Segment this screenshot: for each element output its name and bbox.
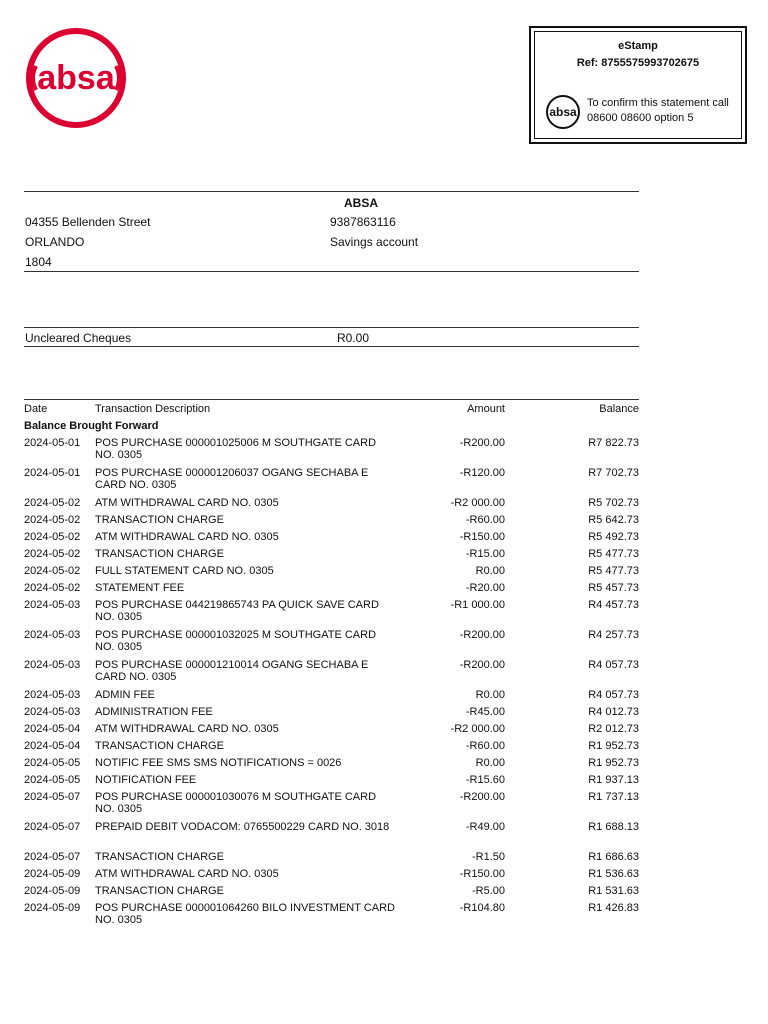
table-row <box>24 565 639 582</box>
row-date: 2024-05-02 <box>24 582 81 594</box>
row-description: ATM WITHDRAWAL CARD NO. 0305 <box>95 497 279 509</box>
row-description: ATM WITHDRAWAL CARD NO. 0305 <box>95 868 279 880</box>
row-date: 2024-05-02 <box>24 548 81 560</box>
row-description: POS PURCHASE 044219865743 PA QUICK SAVE CARD NO. 0305 <box>95 599 379 623</box>
transaction-rows <box>24 437 639 932</box>
row-date: 2024-05-02 <box>24 531 81 543</box>
table-row <box>24 868 639 885</box>
estamp-reference: Ref: 8755575993702675 <box>576 57 700 69</box>
row-balance: R1 952.73 <box>588 757 639 769</box>
row-balance: R2 012.73 <box>588 723 639 735</box>
row-balance: R5 702.73 <box>588 497 639 509</box>
estamp-title: eStamp <box>618 40 658 52</box>
row-amount: -R2 000.00 <box>450 723 505 735</box>
row-amount: -R1.50 <box>471 851 505 863</box>
transactions-header <box>24 403 639 420</box>
row-date: 2024-05-01 <box>24 437 81 449</box>
row-description: ATM WITHDRAWAL CARD NO. 0305 <box>95 723 279 735</box>
row-description: POS PURCHASE 000001064260 BILO INVESTMENT CARD NO. 0305 <box>95 902 395 926</box>
account-number: 9387863116 <box>330 215 396 229</box>
row-amount: -R200.00 <box>459 629 505 641</box>
row-description: ATM WITHDRAWAL CARD NO. 0305 <box>95 531 279 543</box>
row-amount: -R60.00 <box>465 740 505 752</box>
row-date: 2024-05-07 <box>24 791 81 803</box>
table-row <box>24 723 639 740</box>
row-date: 2024-05-01 <box>24 467 81 479</box>
row-amount: -R5.00 <box>471 885 505 897</box>
row-date: 2024-05-04 <box>24 723 81 735</box>
uncleared-cheques-label: Uncleared Cheques <box>25 331 132 345</box>
header-balance: Balance <box>599 403 639 415</box>
row-balance: R1 426.83 <box>588 902 639 914</box>
row-balance: R1 536.63 <box>588 868 639 880</box>
row-date: 2024-05-07 <box>24 851 81 863</box>
row-description: ADMINISTRATION FEE <box>95 706 213 718</box>
row-amount: -R120.00 <box>459 467 505 479</box>
row-date: 2024-05-03 <box>24 689 81 701</box>
row-date: 2024-05-05 <box>24 757 81 769</box>
row-amount: R0.00 <box>475 757 505 769</box>
row-amount: -R150.00 <box>459 531 505 543</box>
row-description: TRANSACTION CHARGE <box>95 548 224 560</box>
row-description: FULL STATEMENT CARD NO. 0305 <box>95 565 274 577</box>
row-amount: -R15.60 <box>465 774 505 786</box>
table-row <box>24 531 639 548</box>
row-amount: -R20.00 <box>465 582 505 594</box>
row-date: 2024-05-03 <box>24 706 81 718</box>
table-row <box>24 689 639 706</box>
row-description: POS PURCHASE 000001206037 OGANG SECHABA E CARD NO. 0305 <box>95 467 369 491</box>
bank-name: ABSA <box>344 196 379 210</box>
row-balance: R5 457.73 <box>588 582 639 594</box>
header-description: Transaction Description <box>95 403 211 415</box>
table-row <box>24 548 639 565</box>
table-row <box>24 629 639 659</box>
divider-uncleared-bottom <box>24 346 639 347</box>
row-date: 2024-05-07 <box>24 821 81 833</box>
row-amount: -R104.80 <box>459 902 505 914</box>
table-row <box>24 821 639 851</box>
row-amount: -R60.00 <box>465 514 505 526</box>
row-description: NOTIFIC FEE SMS SMS NOTIFICATIONS = 0026 <box>95 757 342 769</box>
divider-table-top <box>24 399 639 400</box>
estamp-confirm-line2: 08600 08600 option 5 <box>587 112 694 124</box>
table-row <box>24 774 639 791</box>
divider-address-bottom <box>24 271 639 272</box>
row-amount: R0.00 <box>475 689 505 701</box>
table-row <box>24 514 639 531</box>
row-description: POS PURCHASE 000001210014 OGANG SECHABA E CARD NO. 0305 <box>95 659 369 683</box>
row-description: ADMIN FEE <box>95 689 155 701</box>
estamp-box <box>529 26 747 144</box>
row-date: 2024-05-05 <box>24 774 81 786</box>
row-amount: -R200.00 <box>459 437 505 449</box>
row-date: 2024-05-09 <box>24 902 81 914</box>
address-street: 04355 Bellenden Street <box>25 215 151 229</box>
table-row <box>24 467 639 497</box>
header-amount: Amount <box>467 403 505 415</box>
address-city: ORLANDO <box>25 235 85 249</box>
row-description: PREPAID DEBIT VODACOM: 0765500229 CARD NO. 3018 <box>95 821 390 833</box>
estamp-confirm-line1: To confirm this statement call <box>587 97 729 109</box>
row-balance: R4 257.73 <box>588 629 639 641</box>
table-row <box>24 706 639 723</box>
row-amount: -R49.00 <box>465 821 505 833</box>
absa-logo-text: absa <box>37 59 115 97</box>
row-date: 2024-05-02 <box>24 565 81 577</box>
row-date: 2024-05-04 <box>24 740 81 752</box>
transactions-table <box>24 403 639 932</box>
row-amount: -R200.00 <box>459 791 505 803</box>
row-amount: R0.00 <box>475 565 505 577</box>
row-balance: R1 737.13 <box>588 791 639 803</box>
balance-brought-forward: Balance Brought Forward <box>24 420 159 432</box>
divider-uncleared-top <box>24 327 639 328</box>
row-description: TRANSACTION CHARGE <box>95 514 224 526</box>
estamp-logo-text: absa <box>549 105 577 119</box>
estamp-absa-logo <box>541 93 585 131</box>
row-description: POS PURCHASE 000001025006 M SOUTHGATE CARD NO. 0305 <box>95 437 377 461</box>
uncleared-cheques-value: R0.00 <box>337 331 370 345</box>
row-balance: R7 702.73 <box>588 467 639 479</box>
row-date: 2024-05-02 <box>24 514 81 526</box>
row-date: 2024-05-02 <box>24 497 81 509</box>
row-balance: R5 642.73 <box>588 514 639 526</box>
row-description: POS PURCHASE 000001030076 M SOUTHGATE CARD NO. 0305 <box>95 791 377 815</box>
estamp-inner-border <box>534 31 742 139</box>
row-amount: -R2 000.00 <box>450 497 505 509</box>
row-amount: -R45.00 <box>465 706 505 718</box>
row-description: TRANSACTION CHARGE <box>95 885 224 897</box>
row-date: 2024-05-09 <box>24 868 81 880</box>
table-row <box>24 599 639 629</box>
table-row <box>24 791 639 821</box>
row-balance: R5 492.73 <box>588 531 639 543</box>
row-description: TRANSACTION CHARGE <box>95 851 224 863</box>
table-row <box>24 659 639 689</box>
row-amount: -R150.00 <box>459 868 505 880</box>
row-description: STATEMENT FEE <box>95 582 185 594</box>
row-balance: R1 688.13 <box>588 821 639 833</box>
account-type: Savings account <box>330 235 419 249</box>
row-amount: -R15.00 <box>465 548 505 560</box>
row-description: TRANSACTION CHARGE <box>95 740 224 752</box>
row-amount: -R1 000.00 <box>450 599 505 611</box>
table-row <box>24 885 639 902</box>
row-balance: R1 686.63 <box>588 851 639 863</box>
divider-top <box>24 191 639 192</box>
table-row <box>24 757 639 774</box>
row-date: 2024-05-03 <box>24 659 81 671</box>
table-row <box>24 437 639 467</box>
row-balance: R7 822.73 <box>588 437 639 449</box>
row-balance: R5 477.73 <box>588 548 639 560</box>
table-row <box>24 740 639 757</box>
row-amount: -R200.00 <box>459 659 505 671</box>
row-date: 2024-05-03 <box>24 629 81 641</box>
row-balance: R1 531.63 <box>588 885 639 897</box>
address-code: 1804 <box>25 255 52 269</box>
absa-logo <box>22 26 130 130</box>
row-balance: R4 057.73 <box>588 689 639 701</box>
table-row <box>24 851 639 868</box>
row-description: NOTIFICATION FEE <box>95 774 197 786</box>
row-balance: R1 937.13 <box>588 774 639 786</box>
table-row <box>24 497 639 514</box>
row-date: 2024-05-03 <box>24 599 81 611</box>
row-balance: R4 012.73 <box>588 706 639 718</box>
row-description: POS PURCHASE 000001032025 M SOUTHGATE CARD NO. 0305 <box>95 629 377 653</box>
table-row <box>24 582 639 599</box>
row-date: 2024-05-09 <box>24 885 81 897</box>
row-balance: R4 057.73 <box>588 659 639 671</box>
row-balance: R4 457.73 <box>588 599 639 611</box>
header-date: Date <box>24 403 48 415</box>
estamp-confirm-text <box>587 96 729 126</box>
row-balance: R1 952.73 <box>588 740 639 752</box>
row-balance: R5 477.73 <box>588 565 639 577</box>
table-row <box>24 902 639 932</box>
